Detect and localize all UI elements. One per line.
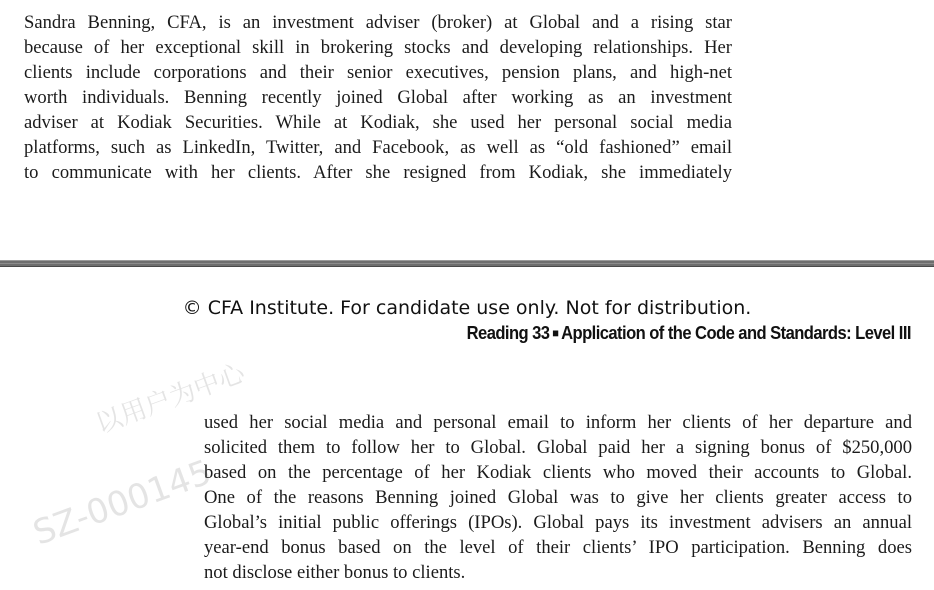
copyright-notice: © CFA Institute. For candidate use only. Not for distribution. — [182, 297, 752, 319]
watermark-id: SZ-000145 — [28, 452, 217, 554]
square-bullet-icon: ■ — [552, 326, 559, 340]
reading-title: Application of the Code and Standards: Level III — [561, 323, 911, 343]
watermark-text: 以用户为中心 — [92, 358, 249, 440]
paragraph-line: solicited them to follow her to Global. Global paid her a signing bonus of $250,000 — [204, 437, 912, 458]
paragraph-line: based on the percentage of her Kodiak clients who moved their accounts to Global. — [204, 462, 912, 483]
paragraph-line: clients include corporations and their senior executives, pension plans, and high-net — [24, 62, 732, 83]
paragraph-line: not disclose either bonus to clients. — [204, 562, 466, 583]
reading-number: Reading 33 — [466, 323, 550, 343]
paragraph-line: One of the reasons Benning joined Global was to give her clients greater access to — [204, 487, 912, 508]
bottom-paragraph — [204, 410, 912, 585]
paragraph-line: Sandra Benning, CFA, is an investment adviser (broker) at Global and a rising star — [24, 12, 732, 33]
paragraph-line: to communicate with her clients. After she resigned from Kodiak, she immediately — [24, 162, 732, 183]
running-header — [467, 321, 911, 345]
paragraph-line: platforms, such as LinkedIn, Twitter, and Facebook, as well as “old fashioned” email — [24, 137, 732, 158]
paragraph-line: because of her exceptional skill in brokering stocks and developing relationships. Her — [24, 37, 732, 58]
paragraph-line: Global’s initial public offerings (IPOs). Global pays its investment advisers an annual — [204, 512, 912, 533]
paragraph-line: year-end bonus based on the level of their clients’ IPO participation. Benning does — [204, 537, 912, 558]
paragraph-line: adviser at Kodiak Securities. While at Kodiak, she used her personal social media — [24, 112, 732, 133]
paragraph-line: used her social media and personal email to inform her clients of her departure and — [204, 412, 912, 433]
top-paragraph — [24, 10, 732, 185]
page-divider — [0, 260, 934, 267]
paragraph-line: worth individuals. Benning recently joined Global after working as an investment — [24, 87, 732, 108]
